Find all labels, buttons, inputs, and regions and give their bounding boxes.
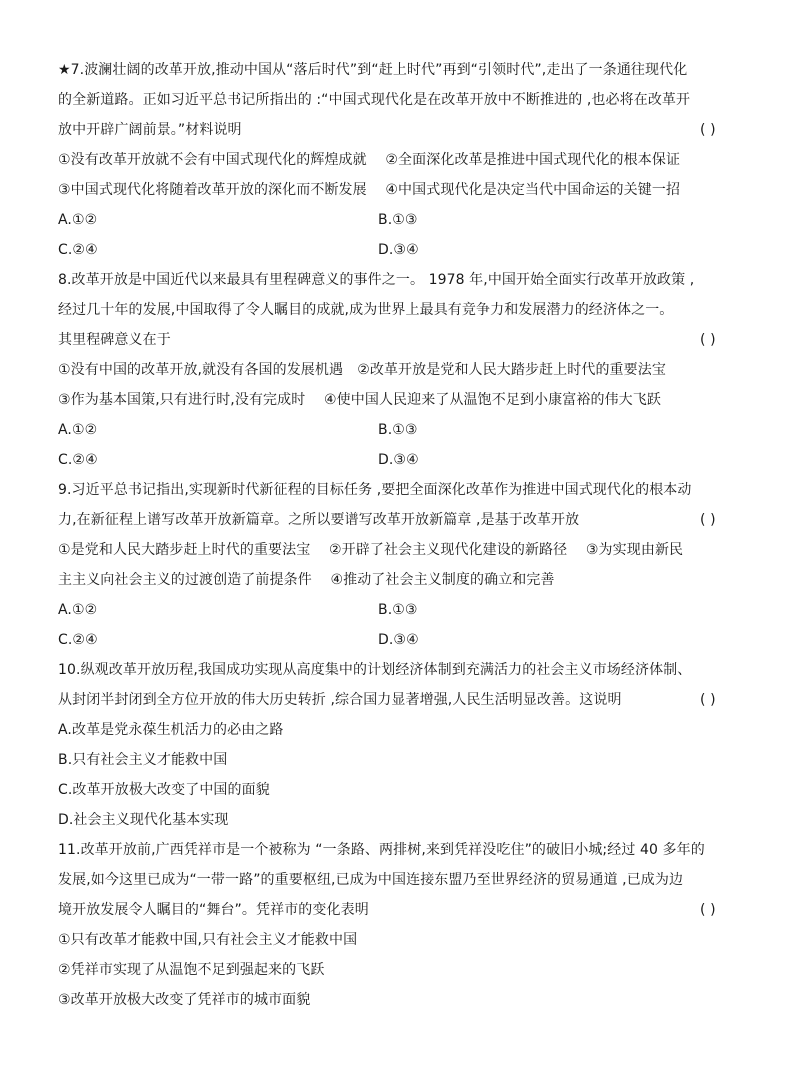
question-10-stem-line-1: 10.纵观改革开放历程,我国成功实现从高度集中的计划经济体制到充满活力的社会主义市场经济体制、 bbox=[58, 662, 692, 678]
question-9-stem-line-2: 力,在新征程上谱写改革开放新篇章。之所以要谱写改革开放新篇章 ,是基于改革开放 bbox=[58, 512, 580, 528]
statement: ②凭祥市实现了从温饱不足到强起来的飞跃 bbox=[58, 962, 325, 978]
statement: ①没有改革开放就不会有中国式现代化的辉煌成就 ②全面深化改革是推进中国式现代化的根本保证 bbox=[58, 152, 681, 168]
statement: ③改革开放极大改变了凭祥市的城市面貌 bbox=[58, 992, 311, 1008]
question-11-stem-line-2: 发展,如今这里已成为“一带一路”的重要枢纽,已成为中国连接东盟乃至世界经济的贸易通道 ,已成为边 bbox=[58, 872, 684, 888]
option-row bbox=[58, 235, 744, 265]
option-b: B.①③ bbox=[378, 212, 418, 228]
answer-bracket: ( ) bbox=[700, 692, 716, 708]
option-row bbox=[58, 415, 744, 445]
statement: ①没有中国的改革开放,就没有各国的发展机遇 ②改革开放是党和人民大踏步赶上时代的重要法宝 bbox=[58, 362, 666, 378]
statement: ③中国式现代化将随着改革开放的深化而不断发展 ④中国式现代化是决定当代中国命运的关键一招 bbox=[58, 182, 681, 198]
option-d: D.③④ bbox=[378, 632, 419, 648]
option-row bbox=[58, 625, 744, 655]
option-c: C.②④ bbox=[58, 632, 98, 648]
option-a: A.改革是党永葆生机活力的必由之路 bbox=[58, 722, 284, 738]
option-c: C.②④ bbox=[58, 242, 98, 258]
question-8-stem-line-1: 8.改革开放是中国近代以来最具有里程碑意义的事件之一。 1978 年,中国开始全面实行改革开放政策 , bbox=[58, 272, 695, 288]
option-d: D.社会主义现代化基本实现 bbox=[58, 812, 229, 828]
answer-bracket: ( ) bbox=[700, 332, 716, 348]
answer-bracket: ( ) bbox=[700, 512, 716, 528]
question-9 bbox=[58, 475, 744, 655]
option-d: D.③④ bbox=[378, 452, 419, 468]
question-7-stem-last bbox=[58, 115, 744, 145]
question-8-stem-last bbox=[58, 325, 744, 355]
question-7-stem-line-1: ★7.波澜壮阔的改革开放,推动中国从“落后时代”到“赶上时代”再到“引领时代”,走出了一条通往现代化 bbox=[58, 62, 688, 78]
answer-bracket: ( ) bbox=[700, 902, 716, 918]
option-a: A.①② bbox=[58, 602, 98, 618]
option-row bbox=[58, 445, 744, 475]
option-c: C.改革开放极大改变了中国的面貌 bbox=[58, 782, 270, 798]
option-b: B.①③ bbox=[378, 422, 418, 438]
statement: ①只有改革才能救中国,只有社会主义才能救中国 bbox=[58, 932, 358, 948]
question-11-stem-line-1: 11.改革开放前,广西凭祥市是一个被称为 “一条路、两排树,来到凭祥没吃住”的破旧小城;经过 40 多年的 bbox=[58, 842, 705, 858]
question-10-stem-last bbox=[58, 685, 744, 715]
question-8 bbox=[58, 265, 744, 475]
question-list bbox=[58, 55, 744, 1015]
option-a: A.①② bbox=[58, 422, 98, 438]
option-c: C.②④ bbox=[58, 452, 98, 468]
question-9-stem-last bbox=[58, 505, 744, 535]
statement: 主主义向社会主义的过渡创造了前提条件 ④推动了社会主义制度的确立和完善 bbox=[58, 572, 555, 588]
option-b: B.只有社会主义才能救中国 bbox=[58, 752, 228, 768]
question-11-stem-last bbox=[58, 895, 744, 925]
answer-bracket: ( ) bbox=[700, 122, 716, 138]
question-7-stem-line-3: 放中开辟广阔前景。”材料说明 bbox=[58, 122, 242, 138]
option-row bbox=[58, 205, 744, 235]
option-a: A.①② bbox=[58, 212, 98, 228]
option-b: B.①③ bbox=[378, 602, 418, 618]
question-10-stem-line-2: 从封闭半封闭到全方位开放的伟大历史转折 ,综合国力显著增强,人民生活明显改善。这说明 bbox=[58, 692, 622, 708]
question-9-stem-line-1: 9.习近平总书记指出,实现新时代新征程的目标任务 ,要把全面深化改革作为推进中国式现代化的根本动 bbox=[58, 482, 692, 498]
question-8-stem-line-3: 其里程碑意义在于 bbox=[58, 332, 171, 348]
question-10 bbox=[58, 655, 744, 835]
question-11 bbox=[58, 835, 744, 1015]
option-d: D.③④ bbox=[378, 242, 419, 258]
question-11-stem-line-3: 境开放发展令人瞩目的“舞台”。凭祥市的变化表明 bbox=[58, 902, 369, 918]
question-7-stem-line-2: 的全新道路。正如习近平总书记所指出的 :“中国式现代化是在改革开放中不断推进的 ,也必将在改革开 bbox=[58, 92, 691, 108]
statement: ③作为基本国策,只有进行时,没有完成时 ④使中国人民迎来了从温饱不足到小康富裕的伟大飞跃 bbox=[58, 392, 661, 408]
statement: ①是党和人民大踏步赶上时代的重要法宝 ②开辟了社会主义现代化建设的新路径 ③为实现由新民 bbox=[58, 542, 684, 558]
question-7 bbox=[58, 55, 744, 265]
question-8-stem-line-2: 经过几十年的发展,中国取得了令人瞩目的成就,成为世界上最具有竞争力和发展潜力的经济体之一。 bbox=[58, 302, 674, 318]
option-row bbox=[58, 595, 744, 625]
